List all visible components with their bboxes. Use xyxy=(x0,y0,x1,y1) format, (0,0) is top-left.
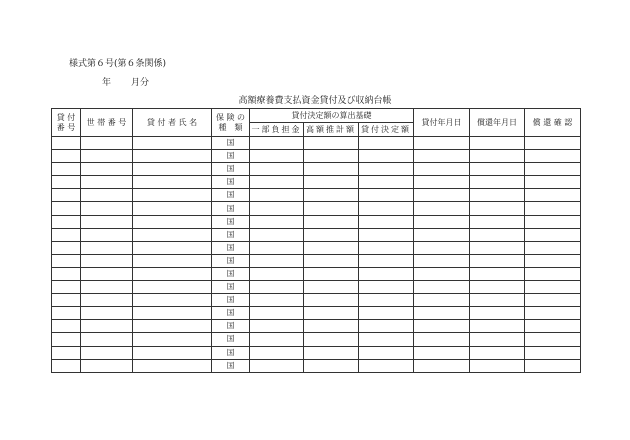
cell-loan-number xyxy=(52,359,81,372)
cell-repayment-date xyxy=(470,150,525,163)
cell-repayment-date xyxy=(470,294,525,307)
cell-household-number xyxy=(81,359,133,372)
cell-insurance-type: 国 xyxy=(212,228,250,241)
cell-repayment-confirmation xyxy=(525,281,581,294)
cell-loan-decided xyxy=(359,333,414,346)
cell-insurance-type: 国 xyxy=(212,359,250,372)
table-row xyxy=(52,189,581,202)
cell-loan-date xyxy=(414,281,470,294)
cell-copayment xyxy=(250,281,304,294)
cell-loan-number xyxy=(52,307,81,320)
cell-loan-date xyxy=(414,228,470,241)
cell-repayment-date xyxy=(470,228,525,241)
cell-loan-number xyxy=(52,202,81,215)
table-row xyxy=(52,215,581,228)
cell-repayment-date xyxy=(470,163,525,176)
header-insurance-type xyxy=(212,109,250,137)
cell-high-cost-total xyxy=(304,228,359,241)
header-insurance-type-line2: 種 類 xyxy=(218,122,243,132)
header-copayment: 一部負担金 xyxy=(250,123,304,137)
cell-copayment xyxy=(250,359,304,372)
cell-loan-number xyxy=(52,228,81,241)
header-loan-number-line2: 番 号 xyxy=(56,122,76,132)
cell-loan-date xyxy=(414,267,470,280)
cell-repayment-confirmation xyxy=(525,189,581,202)
header-high-cost-total: 高額推計額 xyxy=(304,123,359,137)
cell-copayment xyxy=(250,137,304,150)
cell-loan-decided xyxy=(359,163,414,176)
cell-borrower-name xyxy=(133,163,212,176)
header-loan-date: 貸付年月日 xyxy=(414,109,470,137)
cell-high-cost-total xyxy=(304,307,359,320)
cell-repayment-date xyxy=(470,254,525,267)
cell-high-cost-total xyxy=(304,241,359,254)
cell-loan-decided xyxy=(359,150,414,163)
cell-borrower-name xyxy=(133,346,212,359)
cell-insurance-type: 国 xyxy=(212,320,250,333)
cell-repayment-confirmation xyxy=(525,294,581,307)
cell-loan-date xyxy=(414,359,470,372)
cell-borrower-name xyxy=(133,359,212,372)
cell-high-cost-total xyxy=(304,150,359,163)
cell-borrower-name xyxy=(133,137,212,150)
cell-loan-date xyxy=(414,241,470,254)
cell-repayment-confirmation xyxy=(525,320,581,333)
cell-insurance-type: 国 xyxy=(212,202,250,215)
cell-high-cost-total xyxy=(304,333,359,346)
cell-loan-decided xyxy=(359,241,414,254)
cell-high-cost-total xyxy=(304,359,359,372)
table-row xyxy=(52,163,581,176)
cell-loan-date xyxy=(414,163,470,176)
cell-household-number xyxy=(81,241,133,254)
cell-loan-date xyxy=(414,346,470,359)
cell-borrower-name xyxy=(133,333,212,346)
cell-borrower-name xyxy=(133,254,212,267)
cell-repayment-confirmation xyxy=(525,307,581,320)
cell-copayment xyxy=(250,333,304,346)
table-row xyxy=(52,294,581,307)
cell-loan-number xyxy=(52,176,81,189)
table-row xyxy=(52,254,581,267)
cell-high-cost-total xyxy=(304,176,359,189)
cell-repayment-confirmation xyxy=(525,137,581,150)
table-row xyxy=(52,333,581,346)
cell-copayment xyxy=(250,176,304,189)
cell-household-number xyxy=(81,346,133,359)
cell-loan-date xyxy=(414,137,470,150)
table-row xyxy=(52,137,581,150)
cell-loan-decided xyxy=(359,294,414,307)
cell-household-number xyxy=(81,320,133,333)
cell-repayment-date xyxy=(470,320,525,333)
header-loan-number xyxy=(52,109,81,137)
period-month: 月分 xyxy=(131,78,150,88)
cell-loan-date xyxy=(414,254,470,267)
cell-household-number xyxy=(81,150,133,163)
cell-copayment xyxy=(250,163,304,176)
cell-high-cost-total xyxy=(304,137,359,150)
cell-repayment-date xyxy=(470,267,525,280)
cell-repayment-confirmation xyxy=(525,228,581,241)
cell-loan-date xyxy=(414,176,470,189)
table-row xyxy=(52,228,581,241)
cell-insurance-type: 国 xyxy=(212,267,250,280)
cell-high-cost-total xyxy=(304,294,359,307)
cell-copayment xyxy=(250,241,304,254)
cell-insurance-type: 国 xyxy=(212,281,250,294)
cell-loan-decided xyxy=(359,215,414,228)
cell-repayment-date xyxy=(470,189,525,202)
cell-insurance-type: 国 xyxy=(212,254,250,267)
cell-high-cost-total xyxy=(304,202,359,215)
table-row xyxy=(52,150,581,163)
cell-borrower-name xyxy=(133,241,212,254)
header-repayment-confirmation: 償 還 確 認 xyxy=(525,109,581,137)
cell-copayment xyxy=(250,267,304,280)
header-calculation-basis: 貸付決定額の算出基礎 xyxy=(250,109,414,123)
cell-borrower-name xyxy=(133,150,212,163)
cell-loan-date xyxy=(414,294,470,307)
cell-repayment-confirmation xyxy=(525,150,581,163)
cell-copayment xyxy=(250,150,304,163)
cell-repayment-confirmation xyxy=(525,163,581,176)
cell-borrower-name xyxy=(133,215,212,228)
cell-loan-date xyxy=(414,215,470,228)
table-row xyxy=(52,346,581,359)
header-insurance-type-line1: 保 険 の xyxy=(215,112,246,122)
header-household-number: 世 帯 番 号 xyxy=(81,109,133,137)
cell-high-cost-total xyxy=(304,281,359,294)
cell-household-number xyxy=(81,228,133,241)
cell-borrower-name xyxy=(133,267,212,280)
cell-loan-date xyxy=(414,307,470,320)
cell-loan-date xyxy=(414,189,470,202)
cell-loan-decided xyxy=(359,267,414,280)
cell-copayment xyxy=(250,320,304,333)
cell-household-number xyxy=(81,176,133,189)
cell-loan-decided xyxy=(359,307,414,320)
cell-repayment-confirmation xyxy=(525,254,581,267)
cell-loan-date xyxy=(414,202,470,215)
cell-loan-number xyxy=(52,346,81,359)
cell-insurance-type: 国 xyxy=(212,163,250,176)
cell-copayment xyxy=(250,202,304,215)
cell-copayment xyxy=(250,215,304,228)
cell-borrower-name xyxy=(133,320,212,333)
cell-copayment xyxy=(250,189,304,202)
cell-loan-date xyxy=(414,320,470,333)
cell-repayment-confirmation xyxy=(525,215,581,228)
cell-repayment-date xyxy=(470,202,525,215)
cell-repayment-date xyxy=(470,137,525,150)
cell-borrower-name xyxy=(133,202,212,215)
cell-insurance-type: 国 xyxy=(212,346,250,359)
cell-repayment-date xyxy=(470,176,525,189)
table-row xyxy=(52,320,581,333)
cell-borrower-name xyxy=(133,294,212,307)
cell-household-number xyxy=(81,294,133,307)
cell-loan-decided xyxy=(359,176,414,189)
cell-high-cost-total xyxy=(304,346,359,359)
cell-high-cost-total xyxy=(304,254,359,267)
cell-repayment-date xyxy=(470,333,525,346)
cell-loan-number xyxy=(52,267,81,280)
ledger-table xyxy=(51,108,581,373)
cell-household-number xyxy=(81,333,133,346)
table-row xyxy=(52,281,581,294)
table-row xyxy=(52,176,581,189)
cell-loan-number xyxy=(52,189,81,202)
cell-loan-decided xyxy=(359,137,414,150)
cell-household-number xyxy=(81,281,133,294)
cell-repayment-confirmation xyxy=(525,202,581,215)
header-loan-decided: 貸付決定額 xyxy=(359,123,414,137)
cell-loan-number xyxy=(52,137,81,150)
cell-insurance-type: 国 xyxy=(212,333,250,346)
table-row xyxy=(52,267,581,280)
cell-copayment xyxy=(250,307,304,320)
cell-household-number xyxy=(81,137,133,150)
cell-borrower-name xyxy=(133,176,212,189)
cell-loan-number xyxy=(52,333,81,346)
period-line xyxy=(102,75,149,88)
cell-repayment-date xyxy=(470,359,525,372)
cell-insurance-type: 国 xyxy=(212,294,250,307)
cell-copayment xyxy=(250,228,304,241)
cell-loan-number xyxy=(52,163,81,176)
ledger-title: 高額療養費支払資金貸付及び収納台帳 xyxy=(238,96,392,106)
cell-repayment-date xyxy=(470,281,525,294)
cell-loan-number xyxy=(52,241,81,254)
cell-household-number xyxy=(81,202,133,215)
cell-borrower-name xyxy=(133,307,212,320)
cell-high-cost-total xyxy=(304,189,359,202)
cell-loan-number xyxy=(52,294,81,307)
cell-copayment xyxy=(250,294,304,307)
cell-loan-decided xyxy=(359,281,414,294)
cell-household-number xyxy=(81,267,133,280)
header-loan-number-line1: 貸 付 xyxy=(56,112,76,122)
table-row xyxy=(52,307,581,320)
header-borrower-name: 貸 付 者 氏 名 xyxy=(133,109,212,137)
cell-borrower-name xyxy=(133,228,212,241)
cell-high-cost-total xyxy=(304,267,359,280)
ledger-body xyxy=(52,137,581,373)
cell-loan-date xyxy=(414,333,470,346)
header-repayment-date: 償還年月日 xyxy=(470,109,525,137)
cell-copayment xyxy=(250,254,304,267)
cell-insurance-type: 国 xyxy=(212,189,250,202)
cell-loan-number xyxy=(52,281,81,294)
cell-loan-decided xyxy=(359,254,414,267)
period-year: 年 xyxy=(102,78,112,88)
cell-loan-decided xyxy=(359,359,414,372)
cell-insurance-type: 国 xyxy=(212,137,250,150)
cell-repayment-confirmation xyxy=(525,333,581,346)
cell-high-cost-total xyxy=(304,163,359,176)
cell-household-number xyxy=(81,163,133,176)
cell-repayment-date xyxy=(470,215,525,228)
form-number: 様式第６号(第６条関係) xyxy=(69,59,167,69)
cell-repayment-confirmation xyxy=(525,267,581,280)
cell-repayment-confirmation xyxy=(525,346,581,359)
cell-repayment-confirmation xyxy=(525,241,581,254)
cell-insurance-type: 国 xyxy=(212,241,250,254)
cell-loan-decided xyxy=(359,320,414,333)
table-row xyxy=(52,359,581,372)
cell-loan-date xyxy=(414,150,470,163)
cell-repayment-confirmation xyxy=(525,359,581,372)
cell-household-number xyxy=(81,307,133,320)
cell-insurance-type: 国 xyxy=(212,176,250,189)
cell-loan-decided xyxy=(359,202,414,215)
cell-household-number xyxy=(81,215,133,228)
cell-loan-number xyxy=(52,254,81,267)
table-row xyxy=(52,202,581,215)
cell-loan-decided xyxy=(359,346,414,359)
cell-repayment-date xyxy=(470,241,525,254)
cell-insurance-type: 国 xyxy=(212,307,250,320)
cell-loan-number xyxy=(52,215,81,228)
cell-insurance-type: 国 xyxy=(212,150,250,163)
cell-repayment-date xyxy=(470,346,525,359)
table-row xyxy=(52,241,581,254)
cell-borrower-name xyxy=(133,281,212,294)
cell-copayment xyxy=(250,346,304,359)
cell-loan-number xyxy=(52,320,81,333)
cell-repayment-confirmation xyxy=(525,176,581,189)
cell-loan-decided xyxy=(359,228,414,241)
cell-loan-number xyxy=(52,150,81,163)
cell-household-number xyxy=(81,254,133,267)
cell-borrower-name xyxy=(133,189,212,202)
cell-loan-decided xyxy=(359,189,414,202)
cell-household-number xyxy=(81,189,133,202)
cell-repayment-date xyxy=(470,307,525,320)
cell-high-cost-total xyxy=(304,320,359,333)
cell-high-cost-total xyxy=(304,215,359,228)
cell-insurance-type: 国 xyxy=(212,215,250,228)
